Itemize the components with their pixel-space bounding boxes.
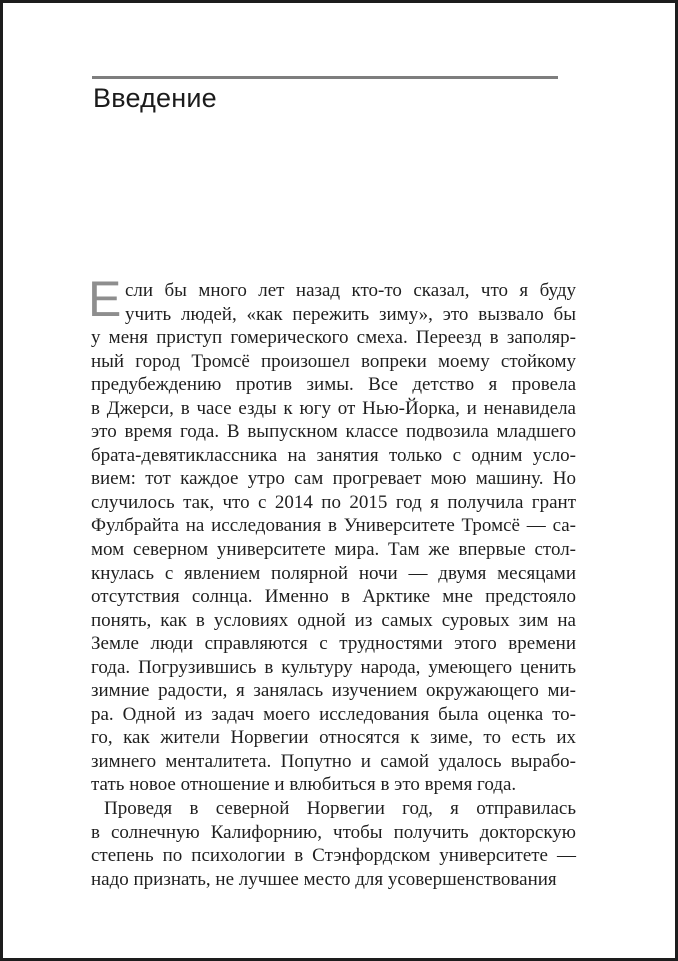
text-line: кнулась с явлением полярной ночи — двумя месяцами bbox=[91, 562, 576, 584]
text-line: Фулбрайта на исследования в Университете Тромсё — са- bbox=[91, 515, 576, 537]
text-line: предубеждению против зимы. Все детство я провела bbox=[91, 374, 576, 396]
text-line: случилось так, что с 2014 по 2015 год я получила грант bbox=[91, 491, 576, 513]
chapter-title: Введение bbox=[93, 83, 217, 113]
text-line: мом северном университете мира. Там же впервые стол- bbox=[91, 539, 576, 561]
text-block bbox=[88, 271, 576, 891]
paragraph bbox=[88, 271, 576, 797]
text-line: в солнечную Калифорнию, чтобы получить докторскую bbox=[91, 821, 576, 843]
text-line: Земле люди справляются с трудностями этого времени bbox=[91, 633, 576, 655]
text-line: сли бы много лет назад кто-то сказал, что я буду bbox=[125, 280, 576, 301]
text-line: зимние радости, я занялась изучением окружающего ми- bbox=[91, 680, 576, 702]
text-line: степень по психологии в Стэнфордском университете — bbox=[91, 845, 576, 867]
text-line: зимнего менталитета. Попутно и самой удалось вырабо- bbox=[91, 750, 576, 772]
text-line: понять, как в условиях одной из самых суровых зим на bbox=[91, 609, 576, 631]
text-line: го, как жители Норвегии относятся к зиме, то есть их bbox=[91, 727, 576, 749]
text-line: это время года. В выпускном классе подвозила младшего bbox=[91, 421, 576, 443]
text-line: брата-девятиклассника на занятия только с одним усло- bbox=[91, 444, 576, 466]
text-line: тать новое отношение и влюбиться в это время года. bbox=[91, 774, 517, 796]
drop-cap: Е bbox=[88, 271, 122, 327]
text-line: ра. Одной из задач моего исследования была оценка то- bbox=[91, 703, 576, 725]
text-line: года. Погрузившись в культуру народа, умеющего ценить bbox=[91, 656, 576, 678]
text-line: Проведя в северной Норвегии год, я отправилась bbox=[104, 798, 576, 820]
chapter-heading-rule bbox=[92, 76, 558, 79]
text-line: у меня приступ гомерического смеха. Переезд в заполяр- bbox=[91, 327, 576, 349]
text-line: отсутствия солнца. Именно в Арктике мне предстояло bbox=[91, 586, 576, 608]
paragraph bbox=[91, 797, 576, 891]
text-line: учить людей, «как пережить зиму», это вызвало бы bbox=[125, 303, 576, 325]
text-line: надо признать, не лучшее место для усовершенствования bbox=[91, 868, 557, 890]
text-line: в Джерси, в часе езды к югу от Нью-Йорка, и ненавидела bbox=[91, 397, 576, 419]
text-line: вием: тот каждое утро сам прогревает мою машину. Но bbox=[91, 468, 576, 490]
text-line: ный город Тромсё произошел вопреки моему стойкому bbox=[91, 350, 576, 372]
